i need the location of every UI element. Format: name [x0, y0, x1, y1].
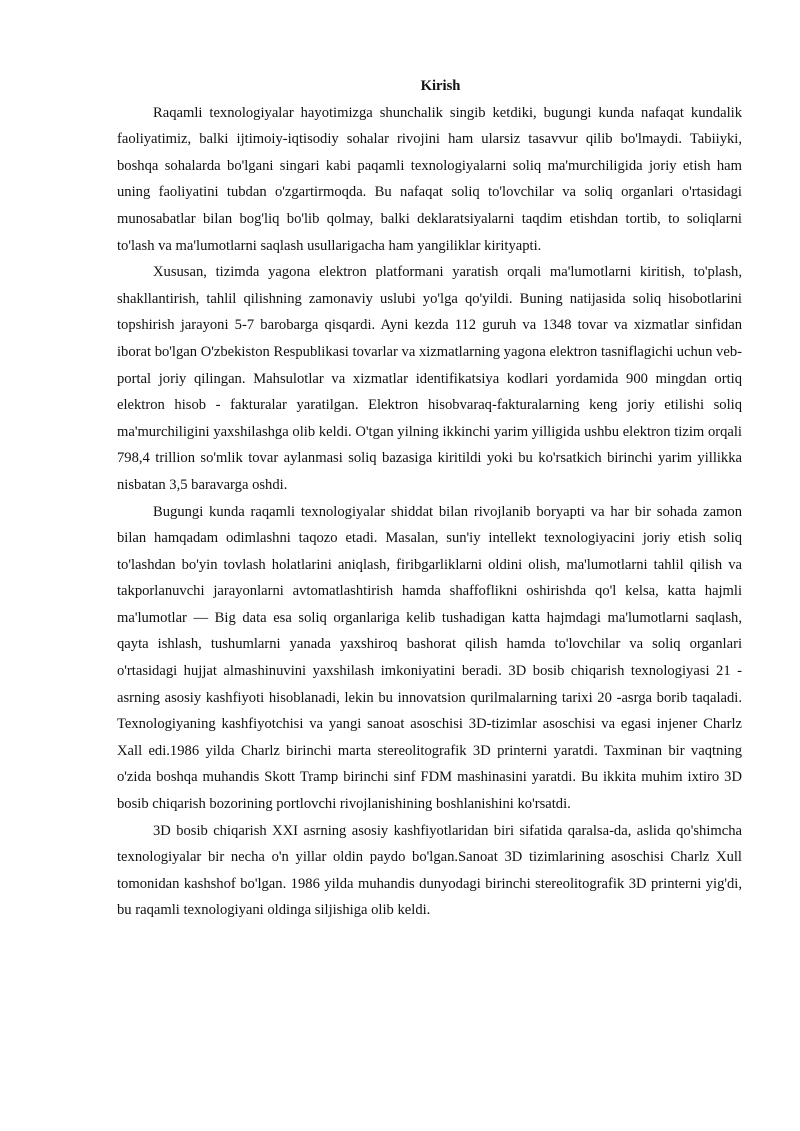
paragraph-2: Xususan, tizimda yagona elektron platformani yaratish orqali ma'lumotlarni kiritish, to'plash, shakllantirish, tahlil qilishning zamonaviy uslubi yo'lga qo'yildi. Buning natijasida soliq hisobotlarini topshirish jarayoni 5-7 barobarga qisqardi. Ayni kezda 112 guruh va 1348 tovar va xizmatlar sinfidan iborat bo'lgan O'zbekiston Respublikasi tovarlar va xizmatlarning yagona elektron tasniflagichi uchun veb-portal joriy qilingan. Mahsulotlar va xizmatlar identifikatsiya kodlari yordamida 900 mingdan ortiq elektron hisob - fakturalar yaratilgan. Elektron hisobvaraq-fakturalarning keng joriy etilishi soliq ma'murchiligini yaxshilashga olib keldi. O'tgan yilning ikkinchi yarim yilligida ushbu elektron tizim orqali 798,4 trillion so'mlik tovar aylanmasi soliq bazasiga kiritildi yoki bu ko'rsatkich birinchi yarim yillikka nisbatan 3,5 baravarga oshdi. — [117, 264, 742, 493]
paragraph-1: Raqamli texnologiyalar hayotimizga shunchalik singib ketdiki, bugungi kunda nafaqat kundalik faoliyatimiz, balki ijtimoiy-iqtisodiy sohalar rivojini ham ularsiz tasavvur qilib bo'lmaydi. Tabiiyki, boshqa sohalarda bo'lgani singari kabi paqamli texnologiyalarni soliq ma'murchiligida joriy etish ham uning faoliyatini tubdan o'zgartirmoqda. Bu nafaqat soliq to'lovchilar va soliq organlari o'rtasidagi munosabatlar bilan bog'liq bo'lib qolmay, balki deklaratsiyalarni taqdim etishdan tortib, to soliqlarni to'lash va ma'lumotlarni saqlash usullarigacha ham yangiliklar kirityapti. — [117, 104, 742, 254]
document-title: Kirish — [420, 78, 461, 94]
paragraph-4: 3D bosib chiqarish XXI asrning asosiy kashfiyotlaridan biri sifatida qaralsa-da, aslida qo'shimcha texnologiyalar bir necha o'n yillar oldin paydo bo'lgan.Sanoat 3D tizimlarining asoschisi Charlz Xull tomonidan kashshof bo'lgan. 1986 yilda muhandis dunyodagi birinchi stereolitografik 3D printerni yig'di, bu raqamli texnologiyani oldinga siljishiga olib keldi. — [117, 822, 742, 919]
document-body — [117, 73, 742, 924]
paragraph-3: Bugungi kunda raqamli texnologiyalar shiddat bilan rivojlanib boryapti va har bir sohada zamon bilan hamqadam odimlashni taqozo etadi. Masalan, sun'iy intellekt texnologiyacini joriy etish soliq to'lashdan bo'yin tovlash holatlarini aniqlash, firibgarliklarni oldini olish, ma'lumotlarni tahlil qilish va takporlanuvchi jarayonlarni avtomatlashtirish hamda shaffoflikni oshirishda qo'l kelsa, katta hajmli ma'lumotlar — Big data esa soliq organlariga kelib tushadigan katta hajmdagi ma'lumotlarni saqlash, qayta ishlash, tushumlarni yanada yaxshiroq bashorat qilish hamda to'lovchilar va soliq organlari o'rtasidagi hujjat almashinuvini yaxshilash imkoniyatini beradi. 3D bosib chiqarish texnologiyasi 21 -asrning asosiy kashfiyoti hisoblanadi, lekin bu innovatsion qurilmalarning tarixi 20 -asrga borib taqaladi. Texnologiyaning kashfiyotchisi va yangi sanoat asoschisi 3D-tizimlar asoschisi va egasi injener Charlz Xall edi.1986 yilda Charlz birinchi marta stereolitografik 3D printerni yaratdi. Taxminan bir vaqtning o'zida boshqa muhandis Skott Tramp birinchi sinf FDM mashinasini yaratdi. Bu ikkita muhim ixtiro 3D bosib chiqarish bozorining portlovchi rivojlanishining boshlanishini ko'rsatdi. — [117, 503, 742, 813]
